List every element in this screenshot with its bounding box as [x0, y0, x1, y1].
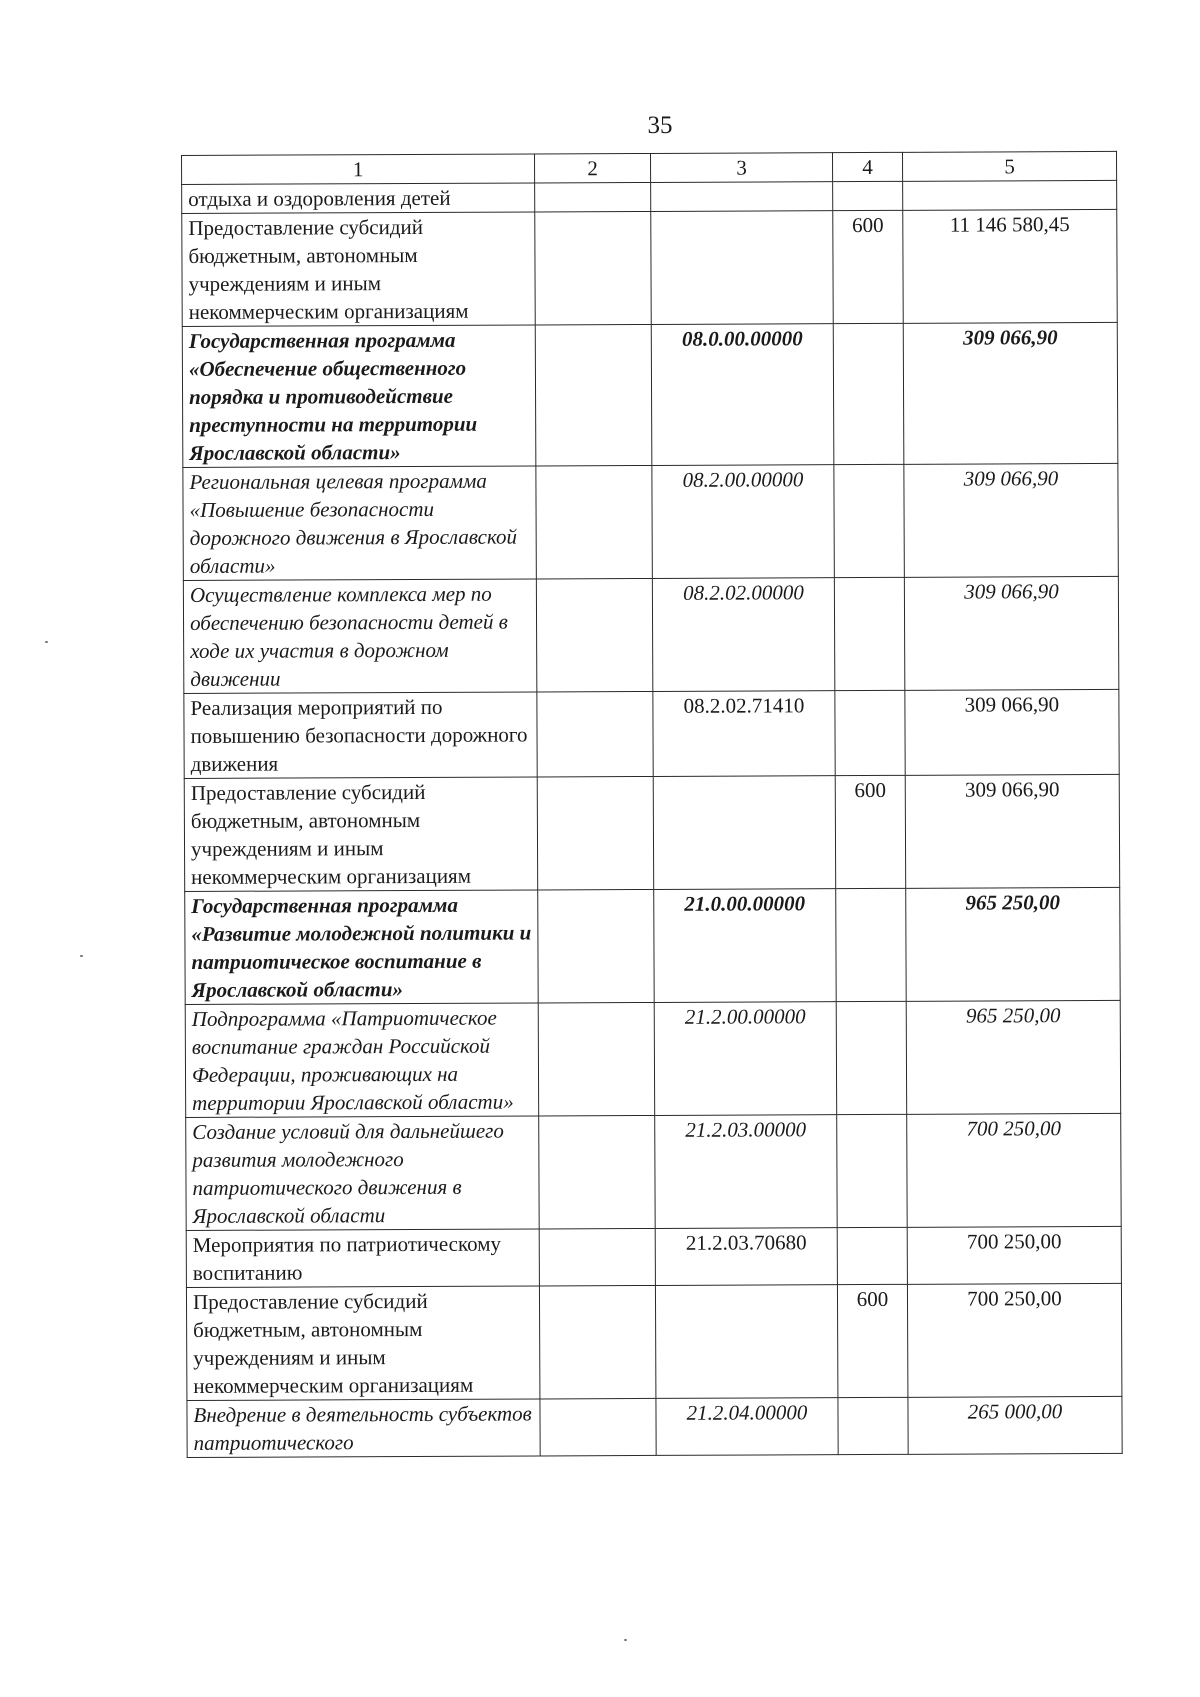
target-code-cell: 08.2.02.00000 — [652, 578, 834, 692]
item-name-cell: отдыха и оздоровления детей — [182, 183, 535, 214]
amount-cell: 700 250,00 — [907, 1113, 1121, 1227]
item-name-cell: Государственная программа «Развитие молодежной политики и патриотическое воспитание в Ярославской области» — [185, 890, 538, 1005]
item-name-cell: Предоставление субсидий бюджетным, автономным учреждениям и иным некоммерческим организациям — [186, 1286, 539, 1401]
column-number-3: 3 — [650, 153, 832, 183]
amount-cell — [903, 180, 1117, 210]
column-2-cell — [538, 1002, 654, 1116]
item-name-cell: Осуществление комплекса мер по обеспечению безопасности детей в ходе их участия в дорожном движении — [183, 579, 536, 694]
target-code-cell — [653, 776, 835, 890]
amount-cell: 309 066,90 — [904, 463, 1118, 577]
expense-type-cell: 600 — [837, 1284, 907, 1397]
expense-type-cell — [834, 464, 904, 577]
page-number: 35 — [647, 112, 673, 139]
target-code-cell: 21.2.03.00000 — [655, 1115, 837, 1229]
amount-cell: 309 066,90 — [905, 689, 1119, 775]
item-name-cell: Мероприятия по патриотическому воспитанию — [186, 1229, 539, 1288]
amount-cell: 309 066,90 — [903, 322, 1118, 464]
table-row — [182, 322, 1118, 467]
column-number-5: 5 — [902, 151, 1116, 181]
budget-table — [181, 151, 1123, 1458]
scan-speck — [80, 955, 83, 957]
amount-cell: 965 250,00 — [906, 887, 1120, 1001]
scan-speck — [45, 641, 48, 643]
column-2-cell — [540, 1398, 656, 1456]
item-name-cell: Предоставление субсидий бюджетным, автономным учреждениям и иным некоммерческим организациям — [184, 777, 537, 892]
table-row — [186, 1283, 1121, 1400]
table-row — [184, 689, 1119, 778]
target-code-cell: 08.0.00.00000 — [651, 324, 834, 466]
amount-cell: 309 066,90 — [904, 576, 1118, 690]
expense-type-cell: 600 — [835, 775, 905, 888]
table-row — [182, 180, 1117, 213]
expense-type-cell — [833, 181, 903, 210]
target-code-cell: 21.2.03.70680 — [655, 1228, 837, 1286]
target-code-cell: 21.2.04.00000 — [656, 1398, 838, 1456]
item-name-cell: Реализация мероприятий по повышению безопасности дорожного движения — [184, 692, 537, 779]
column-2-cell — [536, 578, 652, 692]
expense-type-cell: 600 — [833, 210, 903, 323]
table-row — [186, 1226, 1121, 1287]
table-row — [185, 887, 1120, 1004]
table-row — [183, 576, 1118, 693]
expense-type-cell — [834, 577, 904, 690]
budget-table-sheet — [181, 151, 1122, 1458]
table-row — [182, 209, 1117, 326]
column-number-1: 1 — [182, 154, 535, 185]
column-2-cell — [539, 1115, 655, 1229]
table-row — [185, 1000, 1120, 1117]
amount-cell: 309 066,90 — [905, 774, 1119, 888]
column-number-4: 4 — [832, 152, 902, 181]
column-2-cell — [536, 465, 652, 579]
amount-cell: 965 250,00 — [906, 1000, 1120, 1114]
expense-type-cell — [836, 1001, 906, 1114]
column-2-cell — [535, 324, 652, 466]
expense-type-cell — [837, 1114, 907, 1227]
item-name-cell: Региональная целевая программа «Повышение безопасности дорожного движения в Ярославской области» — [183, 466, 536, 581]
amount-cell: 700 250,00 — [907, 1226, 1121, 1284]
item-name-cell: Внедрение в деятельность субъектов патриотического — [187, 1399, 540, 1458]
column-2-cell — [535, 211, 651, 325]
column-2-cell — [537, 776, 653, 890]
target-code-cell: 21.0.00.00000 — [654, 889, 836, 1003]
column-number-2: 2 — [534, 153, 650, 183]
table-body — [182, 151, 1123, 1457]
item-name-cell: Предоставление субсидий бюджетным, автономным учреждениям и иным некоммерческим организациям — [182, 212, 535, 327]
expense-type-cell — [837, 1227, 907, 1284]
expense-type-cell — [833, 323, 904, 464]
amount-cell: 700 250,00 — [907, 1283, 1121, 1397]
item-name-cell: Государственная программа «Обеспечение общественного порядка и противодействие преступности на территории Ярославской области» — [182, 325, 536, 468]
target-code-cell — [651, 182, 833, 212]
column-2-cell — [535, 182, 651, 212]
expense-type-cell — [838, 1397, 908, 1454]
table-row — [186, 1113, 1121, 1230]
target-code-cell: 08.2.00.00000 — [652, 465, 834, 579]
scan-speck — [624, 1639, 627, 1641]
column-2-cell — [538, 889, 654, 1003]
item-name-cell: Подпрограмма «Патриотическое воспитание граждан Российской Федерации, проживающих на территории Ярославской области» — [185, 1003, 538, 1118]
amount-cell: 11 146 580,45 — [903, 209, 1117, 323]
table-row — [183, 463, 1118, 580]
target-code-cell — [655, 1285, 837, 1399]
expense-type-cell — [835, 690, 905, 775]
target-code-cell: 08.2.02.71410 — [653, 691, 835, 777]
target-code-cell: 21.2.00.00000 — [654, 1002, 836, 1116]
column-2-cell — [537, 691, 653, 777]
target-code-cell — [651, 211, 833, 325]
item-name-cell: Создание условий для дальнейшего развития молодежного патриотического движения в Ярославской области — [186, 1116, 539, 1231]
column-number-row — [182, 151, 1117, 184]
amount-cell: 265 000,00 — [908, 1396, 1122, 1454]
table-row — [184, 774, 1119, 891]
expense-type-cell — [836, 888, 906, 1001]
column-2-cell — [539, 1228, 655, 1286]
table-row — [187, 1396, 1122, 1457]
column-2-cell — [539, 1285, 655, 1399]
